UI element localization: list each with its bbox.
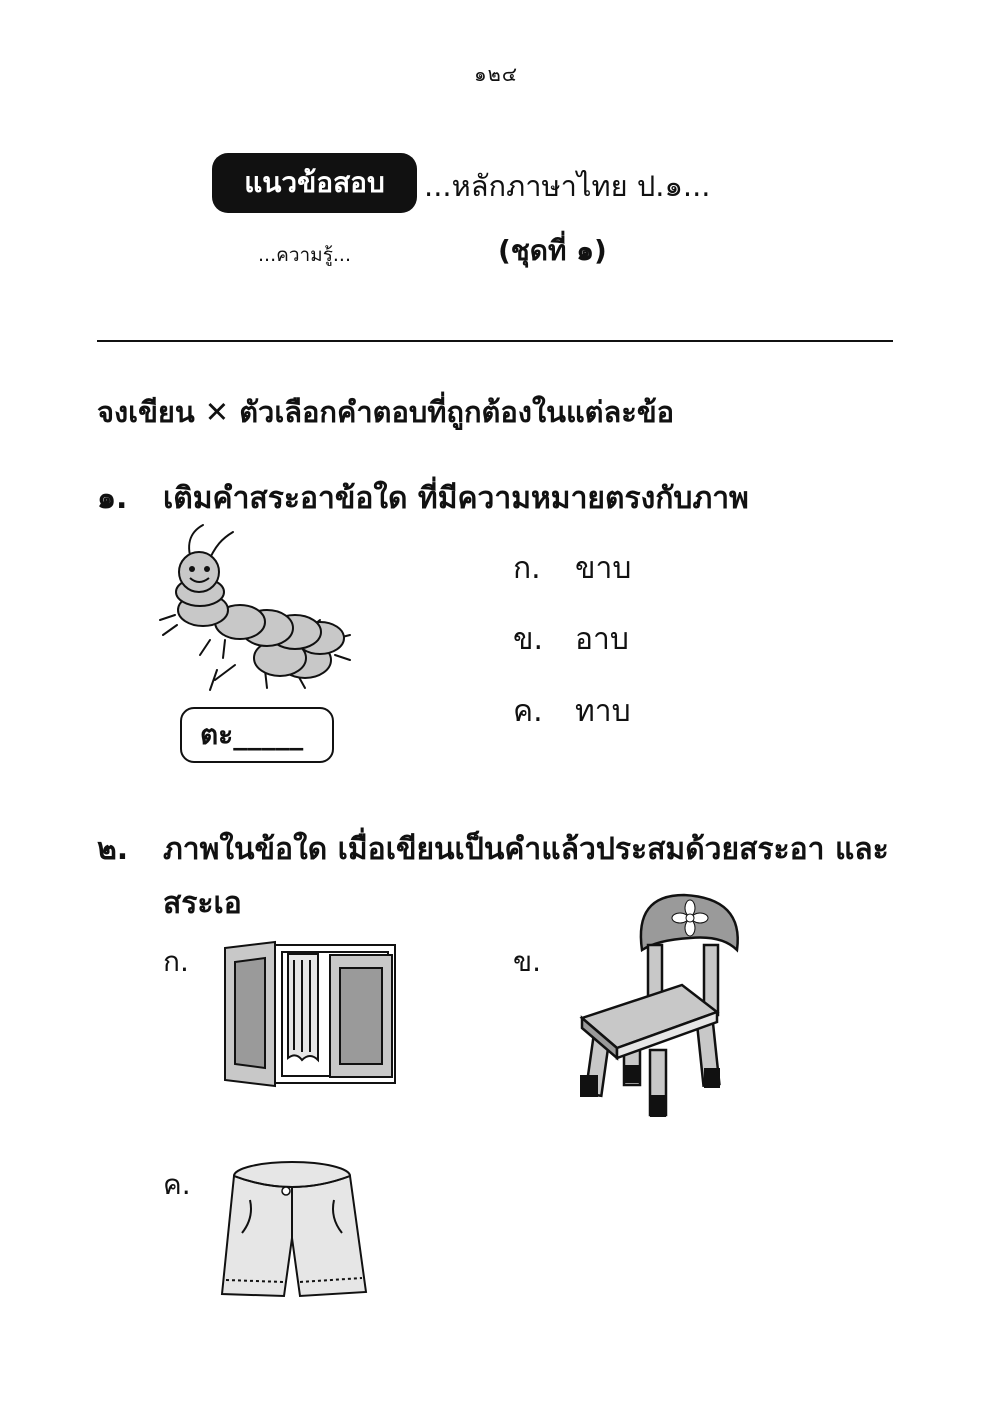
choice-text: ทาบ	[575, 694, 631, 729]
choice-letter: ข.	[513, 622, 544, 657]
page-number: ๑๒๔	[473, 62, 518, 86]
question-2-number: ๒.	[97, 832, 129, 867]
topic-label: ...ความรู้...	[258, 244, 352, 266]
choice-letter: ค.	[513, 694, 543, 729]
answer-box-text: ตะ_____	[200, 718, 304, 751]
q1-choice-c[interactable]	[513, 688, 631, 735]
question-1-text: เติมคำสระอาข้อใด ที่มีความหมายตรงกับภาพ	[163, 481, 749, 516]
q2-choice-c-label[interactable]: ค.	[163, 1168, 191, 1201]
q2-choice-b-label[interactable]: ข.	[513, 945, 542, 978]
subject-title: ...หลักภาษาไทย ป.๑...	[424, 169, 711, 203]
instruction: จงเขียน ✕ ตัวเลือกคำตอบที่ถูกต้องในแต่ละข้อ	[97, 395, 675, 429]
exam-badge	[212, 153, 417, 213]
chair-icon	[572, 890, 747, 1120]
question-2-text-line2: สระเอ	[163, 886, 242, 921]
question-1-number: ๑.	[97, 481, 128, 516]
shorts-icon	[220, 1158, 372, 1300]
divider	[97, 340, 893, 342]
set-label: (ชุดที่ ๑)	[498, 234, 607, 267]
answer-box	[180, 707, 334, 763]
exam-badge-label: แนวข้อสอบ	[244, 166, 385, 199]
question-2-text-line1: ภาพในข้อใด เมื่อเขียนเป็นคำแล้วประสมด้วยสระอา และ	[163, 832, 889, 867]
choice-text: ขาบ	[575, 551, 632, 586]
q1-choice-b[interactable]	[513, 616, 629, 663]
choice-text: อาบ	[575, 622, 629, 657]
window-icon	[220, 940, 400, 1088]
choice-letter: ก.	[513, 551, 541, 586]
centipede-icon	[155, 520, 355, 695]
q2-choice-a-label[interactable]: ก.	[163, 945, 189, 978]
q1-choice-a[interactable]	[513, 545, 631, 592]
